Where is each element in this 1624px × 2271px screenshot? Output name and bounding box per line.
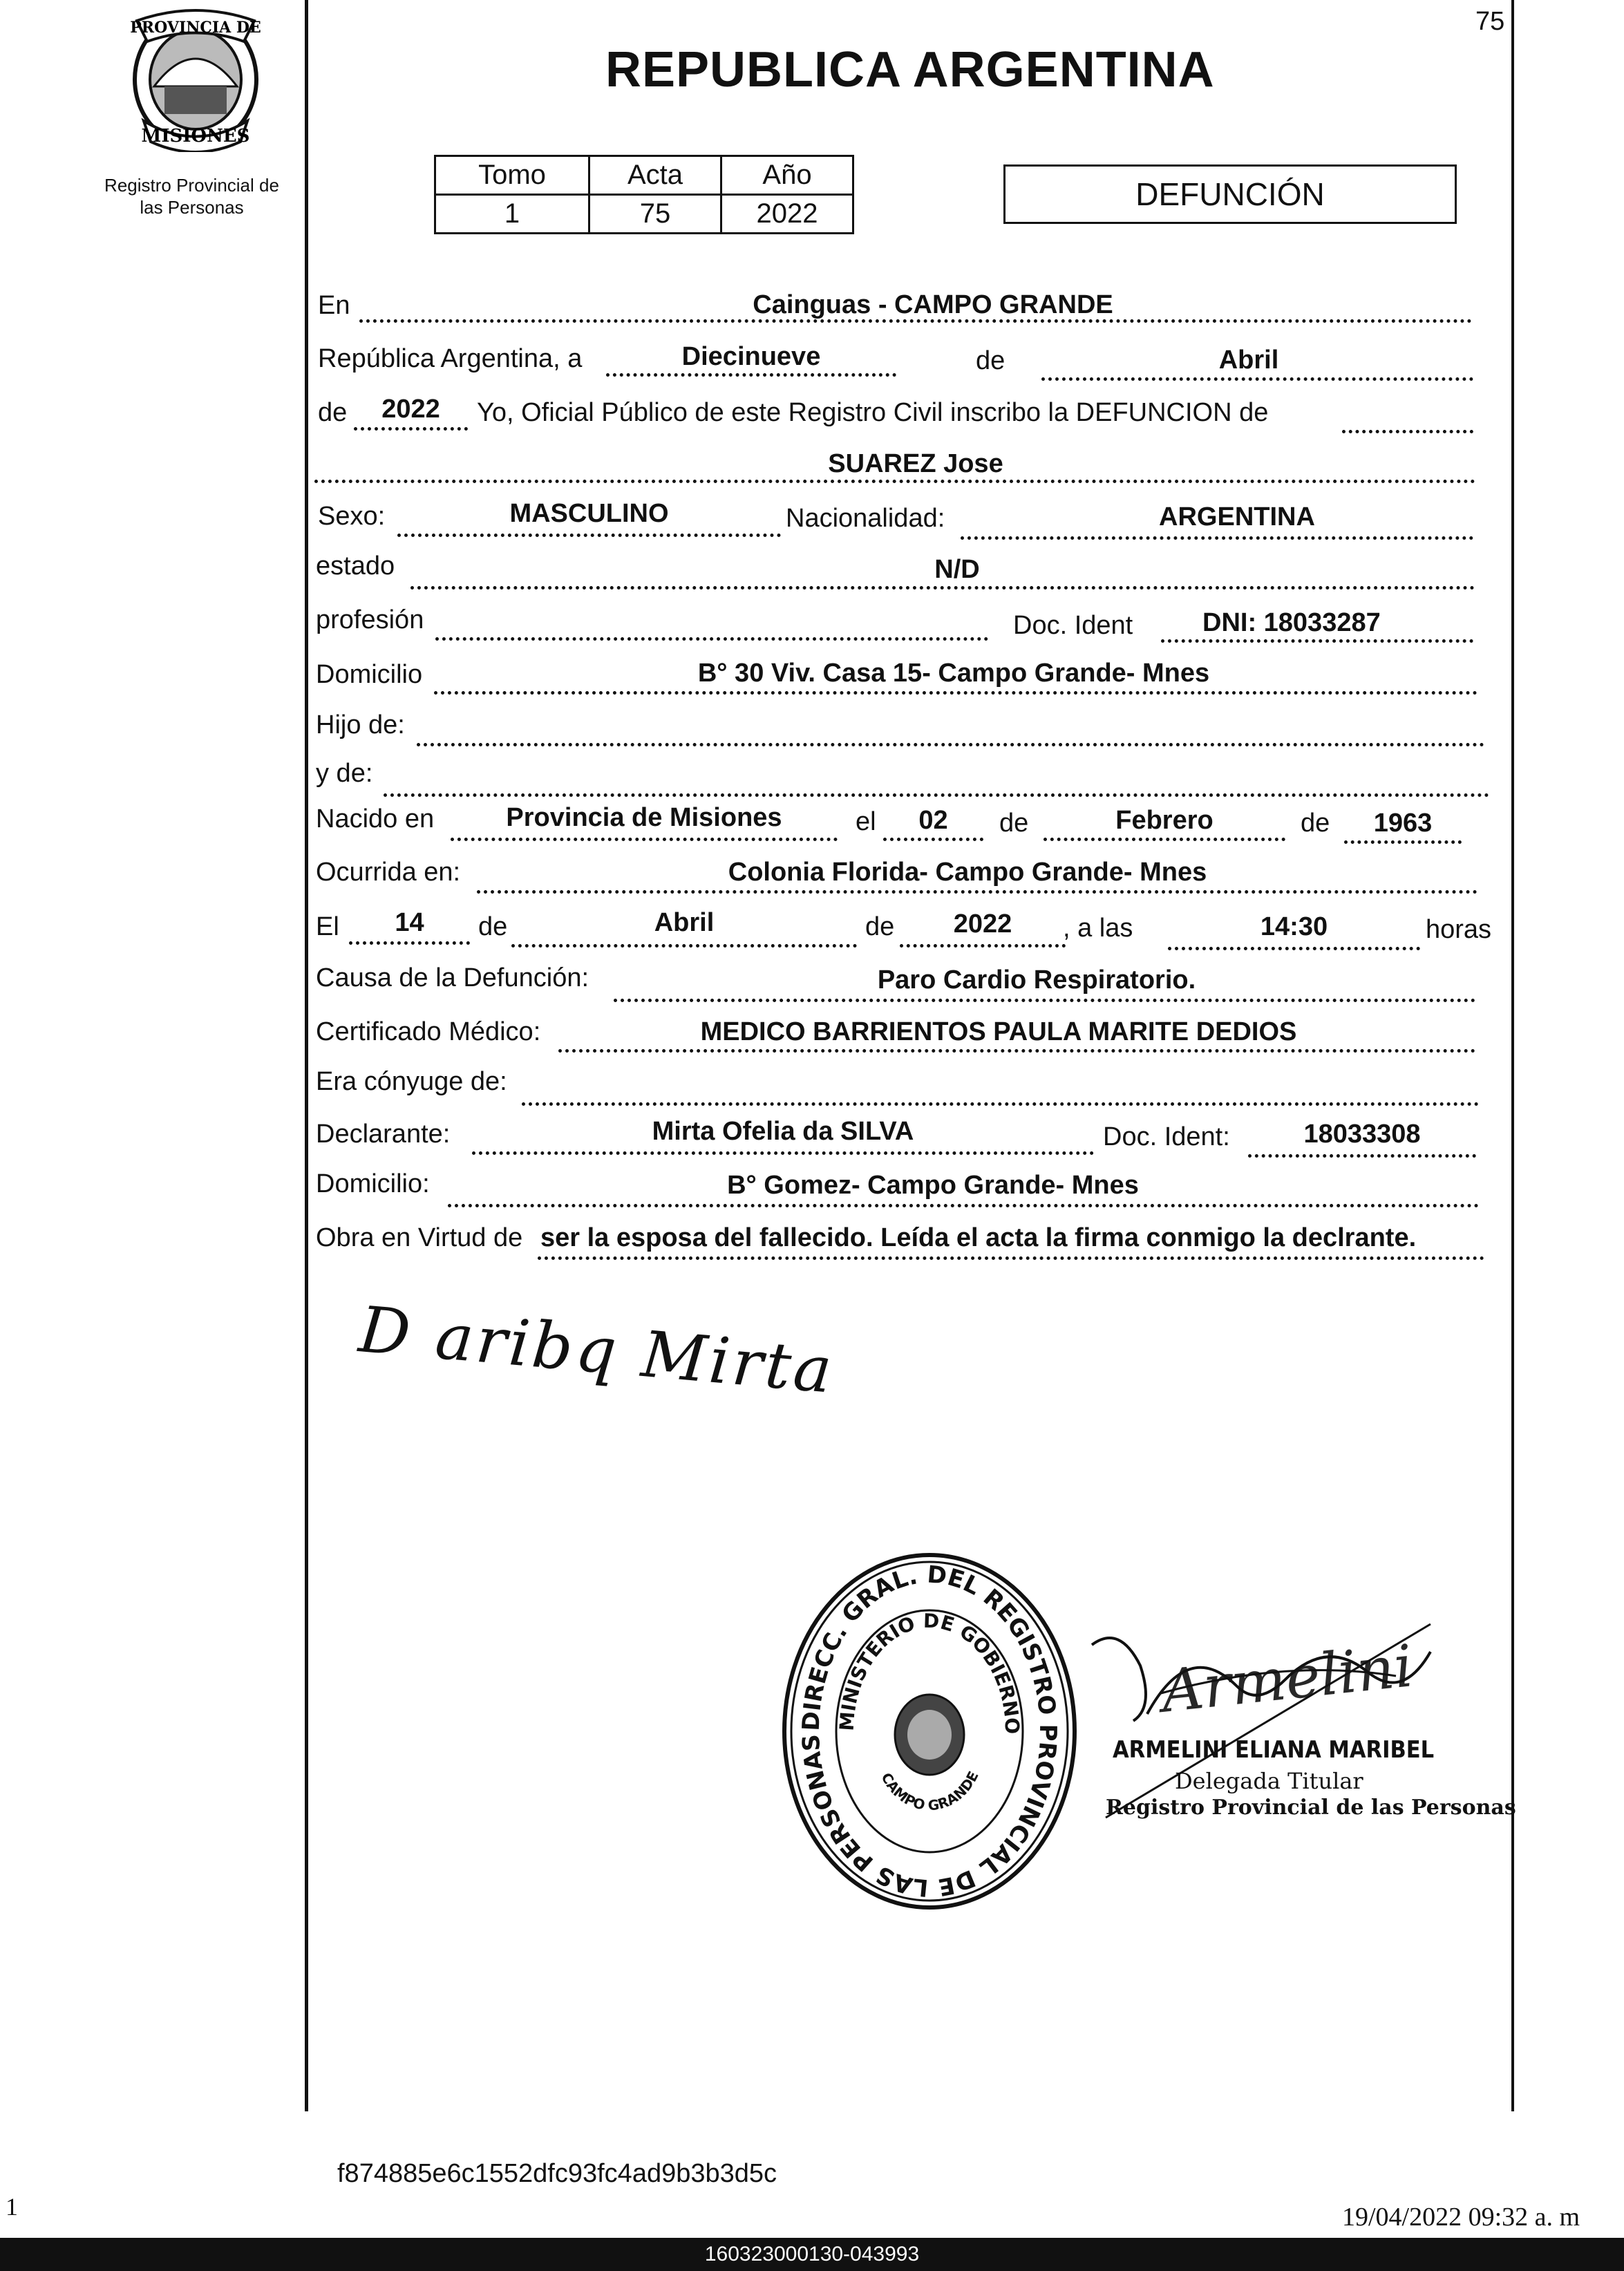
- value-mes: Abril: [1218, 346, 1279, 375]
- header-acta: Acta: [589, 156, 721, 195]
- line-nac-mes: [1044, 838, 1285, 841]
- label-el-cap: El: [316, 912, 339, 941]
- label-de-1: de: [976, 346, 1005, 375]
- value-nac-mes: Febrero: [1115, 806, 1214, 835]
- record-table: [434, 155, 854, 234]
- line-nacido-en: [451, 838, 838, 841]
- line-dia: [606, 373, 896, 377]
- seal-outer-text: DIRECC. GRAL. DEL REGISTRO PROVINCIAL DE LAS PERSONAS: [797, 1561, 1062, 1902]
- value-nacido-en: Provincia de Misiones: [506, 803, 782, 832]
- line-declarante-doc: [1248, 1154, 1476, 1158]
- value-hora: 14:30: [1260, 912, 1328, 941]
- line-ocurrida: [477, 890, 1477, 894]
- value-def-dia: 14: [395, 908, 424, 937]
- value-anio: 2022: [381, 395, 440, 424]
- seal-inner-text: MINISTERIO DE GOBIERNO: [835, 1609, 1024, 1735]
- official-name: ARMELINI ELIANA MARIBEL: [1113, 1736, 1435, 1764]
- label-declarante: Declarante:: [316, 1120, 451, 1149]
- label-el: el: [856, 807, 876, 836]
- line-domicilio: [434, 691, 1477, 695]
- label-ocurrida-en: Ocurrida en:: [316, 858, 461, 887]
- line-nac-anio: [1344, 840, 1462, 844]
- header-anio: Año: [721, 156, 853, 195]
- registry-name-line1: Registro Provincial de: [104, 175, 279, 196]
- label-domicilio: Domicilio: [316, 660, 423, 689]
- value-anio: 2022: [721, 195, 853, 234]
- barcode-id: 160323000130-043993: [704, 2243, 920, 2265]
- label-en: En: [318, 291, 350, 320]
- label-de-3: de: [999, 809, 1029, 838]
- label-obra: Obra en Virtud de: [316, 1223, 523, 1252]
- official-seal: [777, 1548, 1082, 1914]
- label-profesion: profesión: [316, 605, 424, 634]
- value-sexo: MASCULINO: [509, 499, 669, 528]
- label-nacionalidad: Nacionalidad:: [786, 504, 945, 533]
- registry-name-line2: las Personas: [140, 197, 244, 218]
- label-doc-ident: Doc. Ident: [1013, 611, 1133, 640]
- label-de-2: de: [318, 398, 348, 427]
- label-de-5: de: [478, 912, 508, 941]
- line-y-de: [384, 793, 1489, 797]
- label-nacido-en: Nacido en: [316, 804, 435, 833]
- line-profesion: [435, 637, 988, 641]
- value-def-mes: Abril: [654, 908, 715, 937]
- line-nombre: [314, 480, 1475, 483]
- value-nombre: SUAREZ Jose: [828, 449, 1003, 478]
- line-causa: [614, 999, 1475, 1002]
- label-oficial: Yo, Oficial Público de este Registro Civil inscribo la DEFUNCION de: [477, 398, 1269, 427]
- label-horas: horas: [1426, 915, 1492, 944]
- registry-name: [73, 174, 311, 218]
- label-y-de: y de:: [316, 759, 373, 788]
- record-type: DEFUNCIÓN: [1135, 176, 1325, 212]
- label-sexo: Sexo:: [318, 502, 386, 531]
- line-anio: [354, 427, 468, 431]
- line-mes: [1041, 377, 1473, 381]
- line-declarante: [472, 1151, 1094, 1155]
- label-estado: estado: [316, 552, 395, 581]
- timestamp: 19/04/2022 09:32 a. m: [1342, 2203, 1580, 2232]
- line-estado: [410, 586, 1475, 590]
- declarant-signature: D aribq Mirta: [356, 1292, 838, 1408]
- line-doc: [1161, 639, 1473, 643]
- value-nac-anio: 1963: [1373, 809, 1433, 838]
- right-margin-line: [1511, 0, 1514, 2111]
- official-role: Delegada Titular: [1175, 1768, 1363, 1794]
- value-acta: 75: [589, 195, 721, 234]
- value-dia-letras: Diecinueve: [681, 342, 821, 371]
- value-nac-dia: 02: [918, 806, 948, 835]
- line-hijo-de: [417, 743, 1484, 746]
- label-causa: Causa de la Defunción:: [316, 963, 589, 992]
- value-def-anio: 2022: [953, 910, 1012, 939]
- value-certificado: MEDICO BARRIENTOS PAULA MARITE DEDIOS: [700, 1017, 1297, 1046]
- line-certificado: [558, 1049, 1475, 1053]
- label-certificado: Certificado Médico:: [316, 1017, 541, 1046]
- page-number: 75: [1475, 7, 1505, 36]
- label-a-las: , a las: [1063, 914, 1133, 943]
- line-obra: [538, 1256, 1484, 1260]
- record-type-box: [1003, 164, 1457, 224]
- province-emblem: [123, 3, 268, 152]
- label-hijo-de: Hijo de:: [316, 710, 405, 739]
- barcode-strip: [0, 2238, 1624, 2271]
- label-republica: República Argentina, a: [318, 344, 583, 373]
- value-lugar: Cainguas - CAMPO GRANDE: [753, 290, 1113, 319]
- header-tomo: Tomo: [435, 156, 589, 195]
- value-ocurrida: Colonia Florida- Campo Grande- Mnes: [728, 858, 1207, 887]
- svg-text:MISIONES: MISIONES: [141, 126, 250, 147]
- value-declarante: Mirta Ofelia da SILVA: [652, 1117, 914, 1146]
- label-doc-ident-2: Doc. Ident:: [1103, 1122, 1230, 1151]
- value-domicilio: B° 30 Viv. Casa 15- Campo Grande- Mnes: [697, 659, 1210, 688]
- official-signature-scrawl: Armelini: [1158, 1632, 1416, 1726]
- page-title: REPUBLICA ARGENTINA: [605, 42, 1215, 97]
- svg-text:PROVINCIA DE: PROVINCIA DE: [130, 19, 261, 37]
- line-def-mes: [511, 944, 857, 948]
- line-hora: [1168, 947, 1420, 950]
- line-nac-dia: [883, 838, 983, 841]
- value-tomo: 1: [435, 195, 589, 234]
- line-oficial-tail: [1342, 430, 1473, 433]
- value-obra: ser la esposa del fallecido. Leída el acta la firma conmigo la declrante.: [540, 1223, 1417, 1252]
- line-nacionalidad: [961, 536, 1473, 540]
- line-conyuge: [522, 1102, 1479, 1106]
- official-office: Registro Provincial de las Personas: [1106, 1796, 1516, 1820]
- label-de-6: de: [865, 912, 895, 941]
- left-margin-line: [305, 0, 308, 2111]
- line-domicilio-2: [448, 1204, 1479, 1207]
- value-declarante-doc: 18033308: [1303, 1120, 1421, 1149]
- value-doc: DNI: 18033287: [1202, 608, 1381, 637]
- line-def-dia: [349, 941, 470, 945]
- document-hash: f874885e6c1552dfc93fc4ad9b3b3d5c: [337, 2159, 777, 2188]
- left-page-number: 1: [6, 2193, 18, 2221]
- line-sexo: [397, 534, 781, 537]
- value-estado: N/D: [934, 555, 980, 584]
- value-declarante-domicilio: B° Gomez- Campo Grande- Mnes: [727, 1171, 1139, 1200]
- value-nacionalidad: ARGENTINA: [1159, 502, 1315, 531]
- line-en: [359, 319, 1472, 323]
- line-def-anio: [900, 944, 1066, 948]
- label-domicilio-2: Domicilio:: [316, 1169, 430, 1198]
- label-de-4: de: [1301, 809, 1330, 838]
- seal-bottom-text: CAMPO GRANDE: [878, 1768, 982, 1814]
- label-conyuge: Era cónyuge de:: [316, 1067, 507, 1096]
- value-causa: Paro Cardio Respiratorio.: [877, 965, 1196, 995]
